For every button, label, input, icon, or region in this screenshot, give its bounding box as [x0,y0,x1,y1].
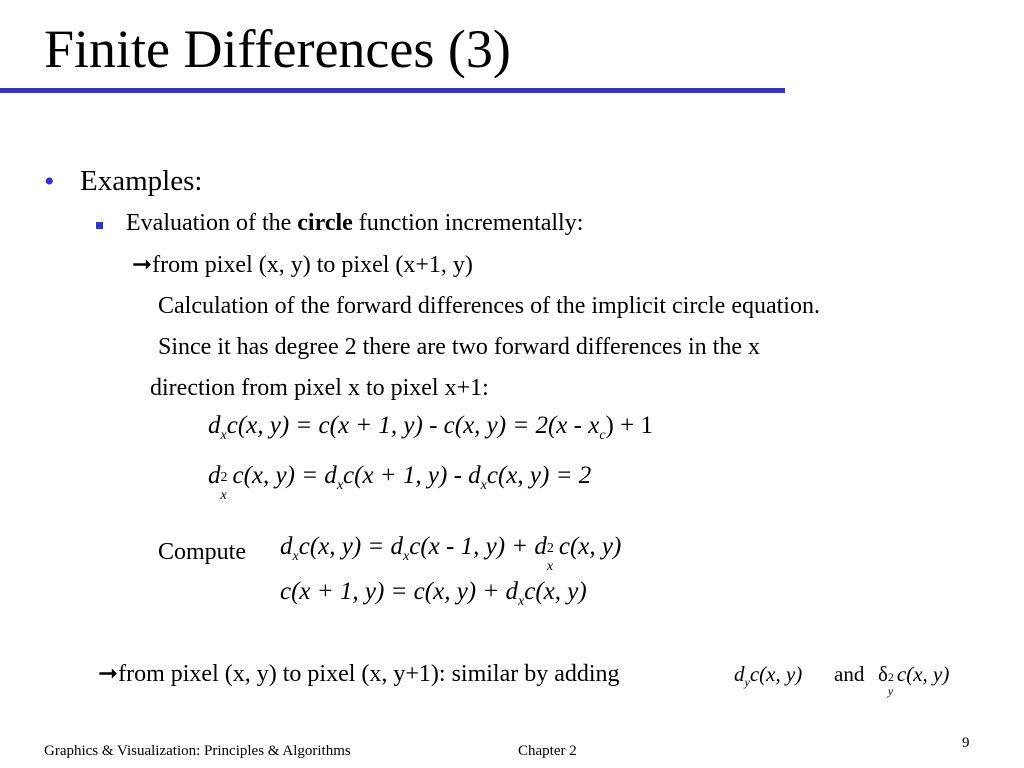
footer-book-title: Graphics & Visualization: Principles & Algorithms [44,743,351,759]
equation-first-difference: $d_xc(x$, y) = c(x + 1, y) - c(x, $y) = 2(x - x_c) + 1$ [208,412,653,443]
sub-bullet-text [126,209,583,237]
equation-compute-value: c(x + 1, y) = c(x, $y) + d_xc(x$, y) [280,578,587,609]
title-underline [0,88,785,93]
since-line-1: Since it has degree 2 there are two forward differences in the x [158,334,760,360]
sub-bullet-pre: Evaluation of the [126,210,298,236]
bullet-examples: Examples: [80,165,203,197]
and-word: and [834,662,865,686]
sub-bullet-post: function incrementally: [352,210,584,236]
sub-bullet-bold: circle [297,210,353,236]
arrow-line-x: ➞from pixel (x, y) to pixel (x+1, y) [132,252,473,278]
bullet-dot: • [44,165,55,198]
compute-label: Compute [158,539,246,565]
inline-eq-dy: $d_yc(x$, y) [734,662,803,689]
page-title: Finite Differences (3) [44,19,511,79]
footer-chapter: Chapter 2 [518,743,577,759]
calc-line: Calculation of the forward differences of the implicit circle equation. [158,293,820,319]
sub-bullet-square [96,222,103,229]
footer-page-number: 9 [962,735,970,751]
equation-compute-difference: $d_xc(x$, $y) = d_xc(x - 1$, y) + d 2 x c(x, y) [280,533,622,574]
arrow-line-y: ➞from pixel (x, y) to pixel (x, y+1): similar by adding [98,661,620,687]
inline-eq-delta-y2: δ 2 y c(x, y) [878,662,950,698]
since-line-2: direction from pixel x to pixel x+1: [150,375,489,401]
equation-second-difference: d 2 x c(x, $y) = d_xc(x + 1$, $y) - d_xc(x$, y) = 2 [208,462,592,503]
